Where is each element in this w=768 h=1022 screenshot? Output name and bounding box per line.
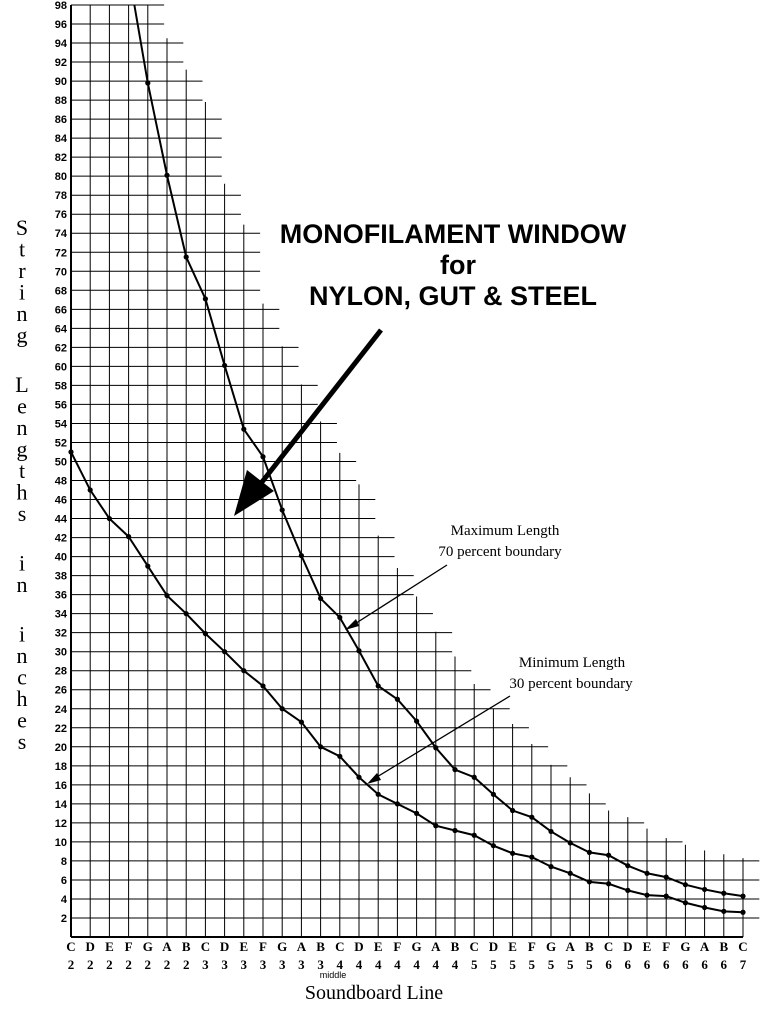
y-tick-label: 68: [54, 285, 67, 298]
x-tick-note: E: [373, 939, 383, 954]
x-tick-note: F: [393, 939, 402, 954]
data-point-minimum: [222, 649, 227, 654]
x-tick-note: G: [277, 939, 288, 954]
x-tick-octave: 3: [298, 957, 305, 972]
data-point-minimum: [587, 879, 592, 884]
data-point-minimum: [414, 811, 419, 816]
x-tick-note: A: [565, 939, 575, 954]
y-tick-label: 38: [54, 570, 67, 583]
x-tick-note: E: [642, 939, 652, 954]
x-tick-octave: 2: [86, 957, 94, 972]
data-point-minimum: [68, 449, 73, 454]
x-tick-note: A: [699, 939, 710, 954]
y-tick-label: 60: [54, 361, 67, 374]
x-axis-note-middle: middle: [319, 970, 347, 980]
x-tick-octave: 3: [278, 957, 286, 972]
x-tick-octave: 6: [682, 957, 689, 972]
x-tick-octave: 4: [451, 957, 459, 972]
y-tick-label: 62: [54, 342, 67, 355]
x-tick-octave: 5: [566, 957, 574, 972]
x-tick-octave: 6: [605, 957, 612, 972]
data-point-minimum: [164, 593, 169, 598]
x-tick-note: C: [335, 939, 345, 954]
x-tick-octave: 2: [144, 957, 152, 972]
y-tick-label: 6: [60, 874, 67, 887]
y-axis-title-letter: n: [16, 572, 28, 597]
data-point-minimum: [145, 564, 150, 569]
y-tick-label: 34: [54, 608, 67, 621]
y-axis-title-letter: g: [16, 436, 28, 462]
x-tick-octave: 3: [317, 957, 324, 972]
data-point-minimum: [683, 900, 688, 905]
y-tick-label: 16: [54, 779, 67, 792]
data-point-minimum: [376, 792, 381, 797]
x-tick-note: A: [431, 939, 441, 954]
y-tick-label: 82: [54, 152, 67, 165]
y-tick-label: 2: [60, 912, 67, 925]
series-line-minimum: [71, 452, 743, 912]
data-point-maximum: [587, 850, 592, 855]
data-point-maximum: [740, 894, 745, 899]
data-point-minimum: [472, 833, 477, 838]
y-axis-title-letter: c: [17, 664, 27, 690]
y-axis-title-letter: i: [18, 621, 26, 647]
y-tick-label: 32: [54, 627, 67, 640]
data-point-minimum: [260, 683, 265, 688]
y-tick-label: 18: [54, 760, 67, 773]
y-axis-title-letter: n: [16, 415, 28, 440]
y-tick-label: 66: [54, 304, 67, 317]
data-point-maximum: [318, 596, 323, 601]
chart-title-line-1: MONOFILAMENT WINDOW: [279, 219, 627, 249]
min-annotation-line-1: Minimum Length: [518, 655, 626, 671]
data-point-minimum: [644, 893, 649, 898]
y-axis-title-letter: s: [17, 501, 27, 526]
y-tick-label: 52: [54, 437, 67, 450]
data-point-maximum: [203, 296, 208, 301]
max-annotation-line-2: 70 percent boundary: [438, 544, 562, 560]
x-tick-note: D: [85, 939, 95, 954]
x-tick-octave: 2: [67, 957, 75, 972]
y-axis-title-letter: e: [17, 393, 27, 419]
y-tick-label: 84: [54, 133, 67, 146]
data-point-minimum: [318, 744, 323, 749]
data-point-maximum: [241, 427, 246, 432]
y-tick-label: 96: [54, 19, 67, 32]
data-point-maximum: [145, 80, 150, 85]
data-point-maximum: [184, 254, 189, 259]
data-point-maximum: [337, 615, 342, 620]
data-point-minimum: [184, 611, 189, 616]
x-tick-octave: 5: [509, 957, 516, 972]
x-tick-note: A: [296, 939, 307, 954]
data-point-minimum: [568, 871, 573, 876]
y-tick-label: 8: [60, 855, 67, 868]
y-tick-label: 36: [54, 589, 67, 602]
x-tick-note: B: [316, 939, 325, 954]
y-tick-labels: [55, 0, 68, 925]
y-tick-label: 90: [54, 76, 67, 89]
y-tick-label: 30: [54, 646, 67, 659]
x-tick-octave: 6: [701, 957, 708, 972]
data-point-minimum: [510, 851, 515, 856]
data-point-minimum: [241, 668, 246, 673]
min-annotation-line-2: 30 percent boundary: [509, 676, 633, 692]
x-tick-note: D: [488, 939, 499, 954]
x-tick-octave: 4: [413, 957, 420, 972]
data-point-minimum: [606, 881, 611, 886]
y-tick-label: 42: [54, 532, 67, 545]
x-tick-octave: 6: [624, 957, 632, 972]
data-point-maximum: [222, 363, 227, 368]
chart-title-line-2: for: [440, 250, 476, 280]
y-tick-label: 24: [54, 703, 67, 716]
y-tick-label: 56: [54, 399, 67, 412]
data-point-minimum: [299, 719, 304, 724]
y-tick-label: 64: [54, 323, 67, 336]
y-tick-label: 46: [54, 494, 67, 507]
min-annotation-pointer-head: [367, 773, 381, 784]
max-annotation-pointer: [350, 565, 447, 627]
y-tick-label: 22: [54, 722, 67, 735]
y-axis-title-letter: e: [17, 707, 27, 733]
data-point-maximum: [414, 719, 419, 724]
y-axis-title-letter: h: [16, 686, 28, 711]
x-tick-octave: 3: [240, 957, 248, 972]
y-axis-title-letter: i: [18, 279, 26, 305]
x-tick-octave: 7: [739, 957, 747, 972]
y-tick-label: 98: [54, 0, 67, 12]
x-tick-note: F: [527, 939, 536, 954]
x-tick-note: C: [469, 939, 479, 954]
x-tick-octave: 4: [394, 957, 401, 972]
y-tick-label: 10: [54, 836, 67, 849]
data-point-maximum: [491, 792, 496, 797]
data-series: [68, 5, 745, 915]
x-tick-note: E: [105, 939, 114, 954]
y-tick-label: 28: [54, 665, 67, 678]
x-tick-octave: 4: [374, 957, 382, 972]
x-tick-note: A: [162, 939, 172, 954]
y-tick-label: 4: [60, 893, 67, 906]
series-line-maximum: [134, 5, 743, 896]
data-point-minimum: [126, 534, 131, 539]
y-tick-label: 92: [54, 57, 67, 70]
x-tick-note: F: [662, 939, 671, 954]
data-point-maximum: [299, 553, 304, 558]
data-point-maximum: [395, 697, 400, 702]
x-tick-octave: 4: [432, 957, 440, 972]
y-tick-label: 20: [54, 741, 67, 754]
y-tick-label: 14: [54, 798, 67, 811]
data-point-minimum: [203, 631, 208, 636]
x-tick-octave: 5: [490, 957, 497, 972]
y-tick-label: 48: [54, 475, 67, 488]
x-tick-octave: 5: [547, 957, 555, 972]
data-point-minimum: [548, 864, 553, 869]
y-tick-label: 94: [54, 38, 67, 51]
x-tick-octave: 3: [259, 957, 267, 972]
x-tick-octave: 6: [720, 957, 728, 972]
x-tick-labels: [66, 939, 747, 972]
x-tick-octave: 5: [470, 957, 478, 972]
data-point-minimum: [280, 706, 285, 711]
data-point-minimum: [664, 894, 669, 899]
y-tick-label: 88: [54, 95, 67, 108]
y-axis-title-letter: t: [18, 458, 26, 483]
data-point-minimum: [529, 855, 534, 860]
x-tick-note: D: [219, 939, 230, 954]
x-tick-note: E: [239, 939, 249, 954]
data-point-minimum: [452, 828, 457, 833]
y-tick-label: 76: [54, 209, 67, 222]
x-tick-note: B: [585, 939, 594, 954]
data-point-maximum: [721, 891, 726, 896]
data-point-maximum: [529, 815, 534, 820]
y-tick-label: 50: [54, 456, 67, 469]
y-tick-label: 26: [54, 684, 67, 697]
y-axis-title-letter: L: [15, 372, 29, 397]
y-tick-label: 40: [54, 551, 67, 564]
x-tick-note: C: [66, 939, 76, 954]
y-tick-label: 74: [54, 228, 67, 241]
y-axis-title-letter: n: [16, 301, 28, 326]
x-tick-note: G: [411, 939, 422, 954]
x-tick-octave: 6: [662, 957, 670, 972]
x-tick-note: B: [719, 939, 729, 954]
x-tick-note: D: [354, 939, 364, 954]
x-tick-note: F: [124, 939, 133, 954]
y-tick-label: 80: [54, 171, 67, 184]
data-point-maximum: [433, 745, 438, 750]
x-tick-note: C: [738, 939, 748, 954]
y-axis-title-letter: n: [16, 643, 28, 668]
x-tick-note: C: [603, 939, 614, 954]
x-tick-octave: 2: [163, 957, 171, 972]
y-tick-label: 86: [54, 114, 67, 127]
x-tick-octave: 4: [336, 957, 344, 972]
y-tick-label: 12: [54, 817, 67, 830]
window-arrow-shaft: [262, 330, 381, 482]
data-point-maximum: [664, 874, 669, 879]
data-point-maximum: [280, 507, 285, 512]
data-point-maximum: [510, 808, 515, 813]
x-axis-title: Soundboard Line: [304, 982, 444, 1004]
y-axis-title-letter: s: [17, 729, 27, 754]
x-tick-octave: 2: [106, 957, 113, 972]
x-tick-octave: 3: [202, 957, 209, 972]
data-point-minimum: [740, 910, 745, 915]
data-point-maximum: [606, 853, 611, 858]
x-tick-note: B: [450, 939, 460, 954]
data-point-maximum: [702, 887, 707, 892]
data-point-minimum: [88, 487, 93, 492]
data-point-maximum: [452, 767, 457, 772]
y-tick-label: 70: [54, 266, 67, 279]
y-axis-title-letter: g: [16, 322, 28, 348]
x-tick-note: B: [181, 939, 191, 954]
data-point-minimum: [356, 775, 361, 780]
chart-grid: [71, 5, 759, 937]
y-tick-label: 44: [54, 513, 67, 526]
x-tick-note: E: [508, 939, 517, 954]
data-point-maximum: [472, 775, 477, 780]
y-axis-title-letter: S: [15, 215, 29, 240]
x-tick-octave: 5: [586, 957, 593, 972]
data-point-maximum: [356, 648, 361, 653]
y-axis-title: [15, 215, 28, 754]
x-tick-octave: 2: [125, 957, 132, 972]
x-tick-note: G: [545, 939, 557, 954]
data-point-maximum: [548, 829, 553, 834]
x-tick-note: G: [142, 939, 153, 954]
x-tick-note: F: [259, 939, 267, 954]
data-point-minimum: [107, 516, 112, 521]
y-axis-title-letter: t: [18, 236, 26, 262]
data-point-maximum: [644, 871, 649, 876]
data-point-maximum: [164, 173, 169, 178]
x-tick-octave: 6: [643, 957, 651, 972]
data-point-maximum: [568, 840, 573, 845]
x-tick-octave: 5: [528, 957, 536, 972]
data-point-minimum: [395, 801, 400, 806]
y-tick-label: 54: [54, 418, 67, 431]
x-tick-note: D: [623, 939, 633, 954]
x-tick-octave: 3: [221, 957, 228, 972]
data-point-maximum: [376, 683, 381, 688]
y-axis-title-letter: r: [18, 258, 26, 283]
data-point-minimum: [721, 909, 726, 914]
y-axis-title-letter: i: [18, 550, 26, 576]
data-point-maximum: [260, 454, 265, 459]
data-point-minimum: [433, 823, 438, 828]
y-axis-title-letter: h: [16, 479, 28, 505]
data-point-minimum: [702, 905, 707, 910]
data-point-maximum: [683, 882, 688, 887]
max-annotation-line-1: Maximum Length: [450, 523, 560, 539]
data-point-minimum: [491, 843, 496, 848]
x-tick-octave: 4: [355, 957, 363, 972]
x-tick-note: G: [680, 939, 691, 954]
x-tick-octave: 2: [182, 957, 190, 972]
y-tick-label: 78: [54, 190, 67, 203]
y-tick-label: 58: [54, 380, 67, 393]
max-annotation-pointer-head: [345, 619, 359, 630]
y-tick-label: 72: [54, 247, 67, 260]
x-tick-note: C: [200, 939, 211, 954]
data-point-minimum: [625, 888, 630, 893]
data-point-maximum: [625, 863, 630, 868]
data-point-minimum: [337, 754, 342, 759]
chart-title-line-3: NYLON, GUT & STEEL: [308, 281, 598, 311]
